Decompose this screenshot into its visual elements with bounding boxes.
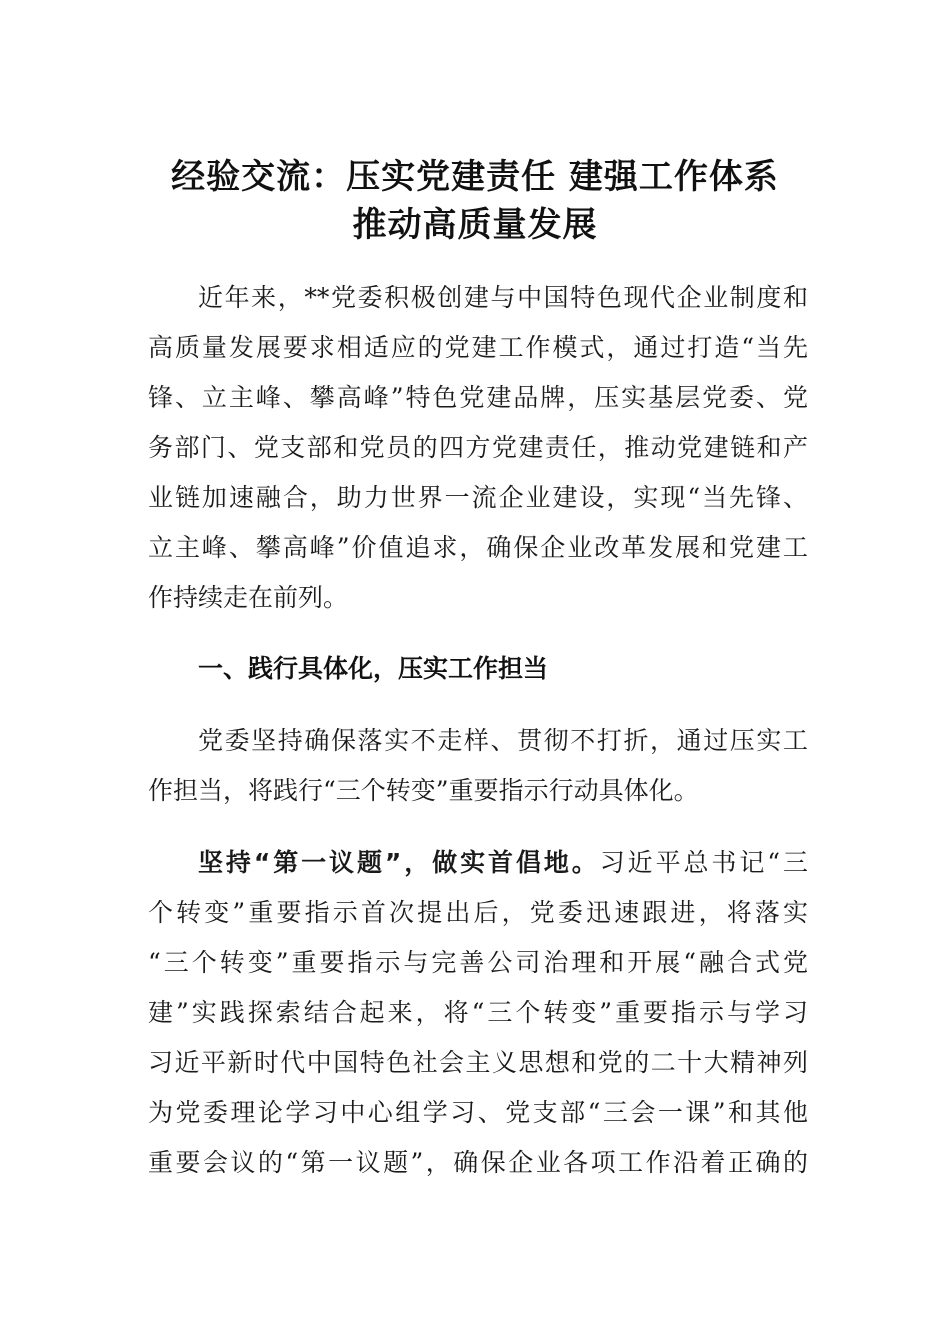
document-title-line-1: 经验交流：压实党建责任 建强工作体系 <box>171 157 779 197</box>
point1-line-2: 个转变”重要指示首次提出后，党委迅速跟进，将落实 <box>148 898 808 927</box>
intro-line-7: 作持续走在前列。 <box>148 583 349 612</box>
section-heading-1: 一、践行具体化，压实工作担当 <box>198 654 549 683</box>
point1-bold-lead: 坚持“第一议题”，做实首倡地。 <box>198 848 600 877</box>
point1-line-4: 建”实践探索结合起来，将“三个转变”重要指示与学习 <box>148 998 808 1027</box>
intro-line-1: 近年来，**党委积极创建与中国特色现代企业制度和 <box>198 283 808 312</box>
point1-line-6: 为党委理论学习中心组学习、党支部“三会一课”和其他 <box>148 1098 808 1127</box>
section1-para-line-2: 作担当，将践行“三个转变”重要指示行动具体化。 <box>148 776 699 805</box>
intro-line-3: 锋、立主峰、攀高峰”特色党建品牌，压实基层党委、党 <box>148 383 808 412</box>
point1-line-1 <box>198 845 808 881</box>
document-title-line-2: 推动高质量发展 <box>352 205 598 245</box>
point1-first-line-rest: 习近平总书记“三 <box>599 848 808 877</box>
point1-line-7: 重要会议的“第一议题”，确保企业各项工作沿着正确的 <box>148 1148 808 1177</box>
intro-line-4: 务部门、党支部和党员的四方党建责任，推动党建链和产 <box>148 433 808 462</box>
intro-line-6: 立主峰、攀高峰”价值追求，确保企业改革发展和党建工 <box>148 533 808 562</box>
point1-line-5: 习近平新时代中国特色社会主义思想和党的二十大精神列 <box>148 1048 808 1077</box>
section1-para-line-1: 党委坚持确保落实不走样、贯彻不打折，通过压实工 <box>198 726 808 755</box>
point1-line-3: “三个转变”重要指示与完善公司治理和开展“融合式党 <box>148 948 808 977</box>
intro-line-2: 高质量发展要求相适应的党建工作模式，通过打造“当先 <box>148 333 808 362</box>
intro-line-5: 业链加速融合，助力世界一流企业建设，实现“当先锋、 <box>148 483 808 512</box>
